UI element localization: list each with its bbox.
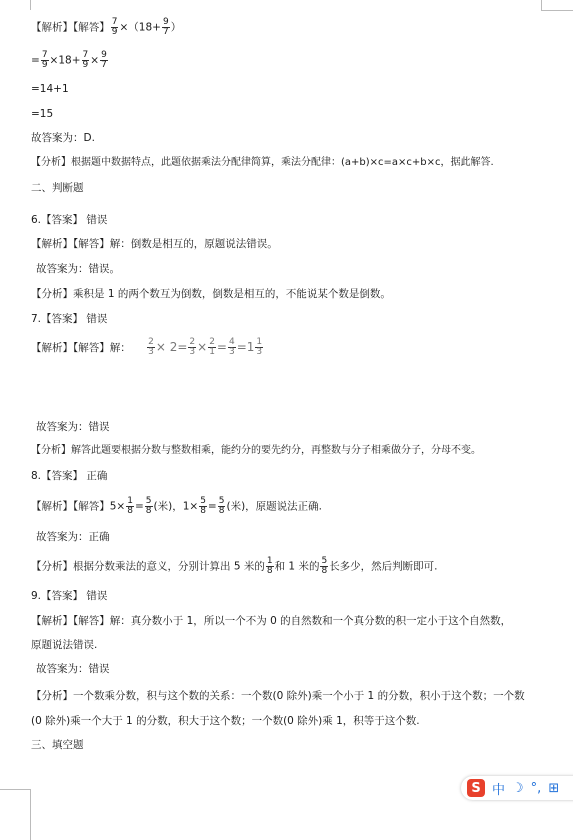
crop-mark-top-right-h [541, 10, 573, 11]
reasoning-8: 【分析】根据分数乘法的意义，分别计算出 5 米的 $\frac{1}{8}$ 和 1 米的 $\frac{5}{8}$ 长多少，然后判断即可. [31, 556, 438, 576]
line-6: 【分析】根据题中数据特点，此题依据乘法分配律简算，乘法分配律：(a+b)×c=a×c+b×c，据此解答. [31, 157, 494, 168]
conclusion-8: 故答案为：正确 [36, 531, 110, 543]
fraction: $\frac{7}{9}$ [82, 50, 89, 70]
text: ） [170, 21, 182, 34]
text: 【解析】【解答】 [31, 21, 110, 34]
analysis-9-cont: 原题说法错误. [31, 639, 98, 651]
crop-mark-top-right-v [541, 0, 542, 10]
reasoning-9-cont: (0 除外)乘一个大于 1 的分数，积大于这个数；一个数(0 除外)乘 1，积等于这个数. [31, 715, 420, 727]
language-toggle[interactable]: 中 [492, 782, 506, 798]
text: = [31, 54, 40, 67]
fraction: $\frac{9}{7}$ [101, 50, 107, 70]
fraction: $\frac{7}{9}$ [41, 50, 48, 70]
reasoning-6: 【分析】乘积是 1 的两个数互为倒数，倒数是相互的，不能说某个数是倒数。 [31, 288, 391, 300]
crop-mark-bottom-left-v [30, 789, 31, 840]
analysis-9: 【解析】【解答】解：真分数小于 1，所以一个不为 0 的自然数和一个真分数的积一定小于这个自然数， [31, 615, 512, 627]
line-5: 故答案为：D. [31, 132, 95, 144]
punctuation-icon[interactable]: °, [530, 780, 542, 796]
answer-8: 8.【答案】 正确 [31, 470, 108, 482]
analysis-8: 【解析】【解答】5× $\frac{1}{8}$ = $\frac{5}{8}$ (米)，1× $\frac{5}{8}$ = $\frac{5}{8}$ (米)，原题说法正确. [31, 496, 322, 516]
moon-icon[interactable]: ☽ [512, 780, 524, 796]
reasoning-7: 【分析】解答此题要根据分数与整数相乘，能约分的要先约分，再整数与分子相乘做分子，分母不变。 [31, 445, 481, 456]
text: ×（18+ [119, 21, 161, 34]
answer-9: 9.【答案】 错误 [31, 590, 108, 602]
conclusion-9: 故答案为：错误 [36, 663, 110, 675]
text: ×18+ [49, 54, 81, 67]
text: 【解析】【解答】5× [31, 500, 126, 513]
analysis-6: 【解析】【解答】解：倒数是相互的，原题说法错误。 [31, 238, 278, 250]
fraction: $\frac{7}{9}$ [111, 17, 118, 37]
line-3: =14+1 [31, 83, 69, 95]
answer-6: 6.【答案】 错误 [31, 214, 108, 226]
conclusion-6: 故答案为：错误。 [36, 263, 120, 275]
crop-mark-top-left-v [30, 0, 31, 10]
section-heading-fill-blank: 三、填空题 [31, 739, 84, 751]
ime-toolbar[interactable] [461, 776, 573, 800]
reasoning-9: 【分析】一个数乘分数，积与这个数的关系：一个数(0 除外)乘一个小于 1 的分数，积小于这个数；一个数 [31, 690, 525, 702]
line-1 [31, 18, 181, 37]
fraction: $\frac{9}{7}$ [162, 17, 169, 37]
analysis-7 [31, 338, 264, 357]
line-2 [31, 51, 109, 70]
text: 【解析】【解答】解： [31, 342, 131, 354]
line-4: =15 [31, 108, 54, 120]
crop-mark-bottom-left-h [0, 789, 30, 790]
section-heading-judgement: 二、判断题 [31, 182, 84, 194]
text: 【分析】根据分数乘法的意义，分别计算出 5 米的 [31, 560, 265, 573]
answer-7: 7.【答案】 错误 [31, 313, 108, 325]
text: × [90, 54, 100, 67]
keyboard-icon[interactable]: ⊞ [548, 780, 560, 796]
sogou-logo-icon[interactable]: S [467, 779, 485, 797]
conclusion-7: 故答案为：错误 [36, 421, 110, 433]
math-expression: $\frac{2}{3}$ × 2= $\frac{2}{3}$ × $\frac{2}{1}$ = $\frac{4}{3}$ =1 $\frac{1}{3}$ [148, 337, 263, 357]
